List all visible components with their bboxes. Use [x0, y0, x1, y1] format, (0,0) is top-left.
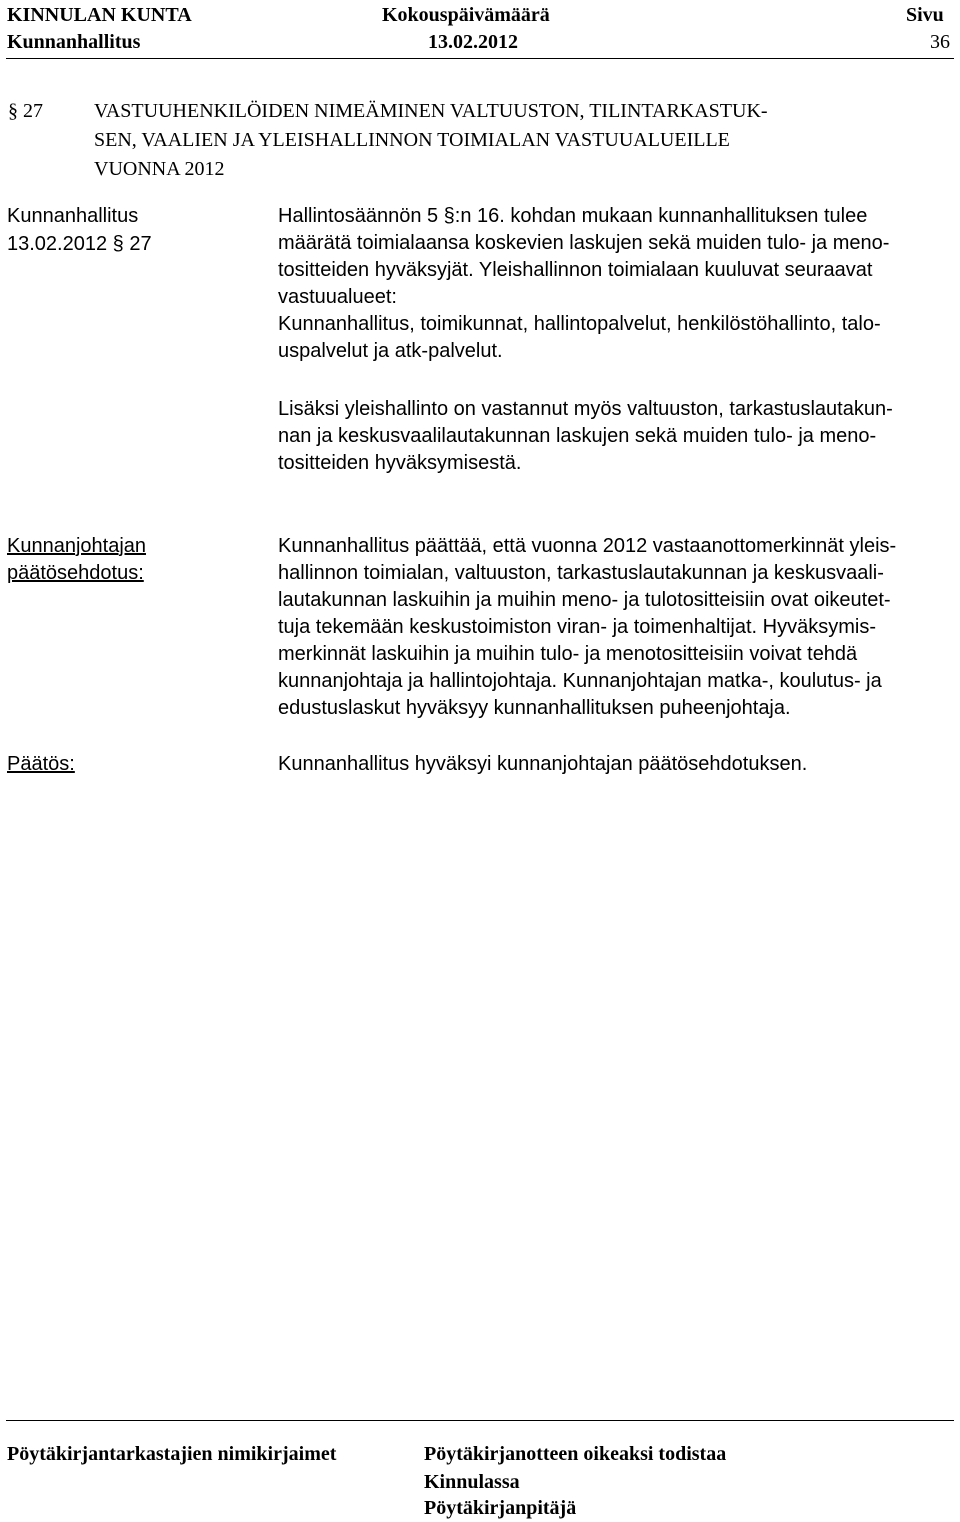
decision-label: Päätös: — [7, 753, 75, 775]
proposal-line: merkinnät laskuihin ja muihin tulo- ja menotositteisiin voivat tehdä — [278, 643, 858, 665]
municipality-name: KINNULAN KUNTA — [7, 4, 192, 26]
body-paragraph — [278, 396, 893, 477]
proposal-line: tuja tekemään keskustoimiston viran- ja toimenhaltijat. Hyväksymis- — [278, 616, 876, 638]
paragraph-line: määrätä toimialaansa koskevien laskujen sekä muiden tulo- ja meno- — [278, 232, 890, 254]
proposal-line: lautakunnan laskuihin ja muihin meno- ja tulotositteisiin ovat oikeutet- — [278, 589, 891, 611]
paragraph-line: tositteiden hyväksyjät. Yleishallinnon toimialaan kuuluvat seuraavat — [278, 259, 873, 281]
header-body-name: Kunnanhallitus — [7, 31, 141, 53]
proposal-line: kunnanjohtaja ja hallintojohtaja. Kunnanjohtajan matka-, koulutus- ja — [278, 670, 882, 692]
body-paragraph — [278, 203, 889, 365]
footer-place: Kinnulassa — [424, 1471, 520, 1493]
paragraph-line: Hallintosäännön 5 §:n 16. kohdan mukaan kunnanhallituksen tulee — [278, 205, 868, 227]
meeting-date-label: Kokouspäivämäärä — [382, 4, 550, 26]
paragraph-line: vastuualueet: — [278, 286, 397, 308]
footer-initials-label: Pöytäkirjantarkastajien nimikirjaimet — [7, 1443, 337, 1465]
page-number: 36 — [930, 31, 950, 53]
footer-secretary-label: Pöytäkirjanpitäjä — [424, 1497, 577, 1519]
section-number: § 27 — [8, 100, 43, 122]
paragraph-line: uspalvelut ja atk-palvelut. — [278, 340, 503, 362]
title-line: VUONNA 2012 — [94, 158, 225, 180]
meeting-date: 13.02.2012 — [428, 31, 518, 53]
proposal-label-line2: päätösehdotus: — [7, 562, 144, 584]
paragraph-line: Kunnanhallitus, toimikunnat, hallintopalvelut, henkilöstöhallinto, talo- — [278, 313, 881, 335]
decision-text: Kunnanhallitus hyväksyi kunnanjohtajan päätösehdotuksen. — [278, 753, 808, 775]
proposal-line: edustuslaskut hyväksyy kunnanhallituksen puheenjohtaja. — [278, 697, 791, 719]
reference-date-section: 13.02.2012 § 27 — [7, 233, 152, 255]
footer-rule — [6, 1420, 954, 1421]
proposal-label-line1: Kunnanjohtajan — [7, 535, 147, 557]
proposal-line: hallinnon toimialan, valtuuston, tarkastuslautakunnan ja keskusvaali- — [278, 562, 884, 584]
title-line: VASTUUHENKILÖIDEN NIMEÄMINEN VALTUUSTON, TILINTARKASTUK- — [94, 100, 768, 122]
proposal-text — [278, 533, 896, 722]
reference-body: Kunnanhallitus — [7, 205, 139, 227]
section-title — [94, 99, 768, 186]
paragraph-line: nan ja keskusvaalilautakunnan laskujen sekä muiden tulo- ja meno- — [278, 425, 877, 447]
header-rule — [6, 58, 954, 59]
paragraph-line: tositteiden hyväksymisestä. — [278, 452, 522, 474]
proposal-line: Kunnanhallitus päättää, että vuonna 2012 vastaanottomerkinnät yleis- — [278, 535, 897, 557]
page-label: Sivu — [906, 4, 944, 26]
paragraph-line: Lisäksi yleishallinto on vastannut myös valtuuston, tarkastuslautakun- — [278, 398, 893, 420]
title-line: SEN, VAALIEN JA YLEISHALLINNON TOIMIALAN VASTUUALUEILLE — [94, 129, 730, 151]
footer-certification-label: Pöytäkirjanotteen oikeaksi todistaa — [424, 1443, 727, 1465]
